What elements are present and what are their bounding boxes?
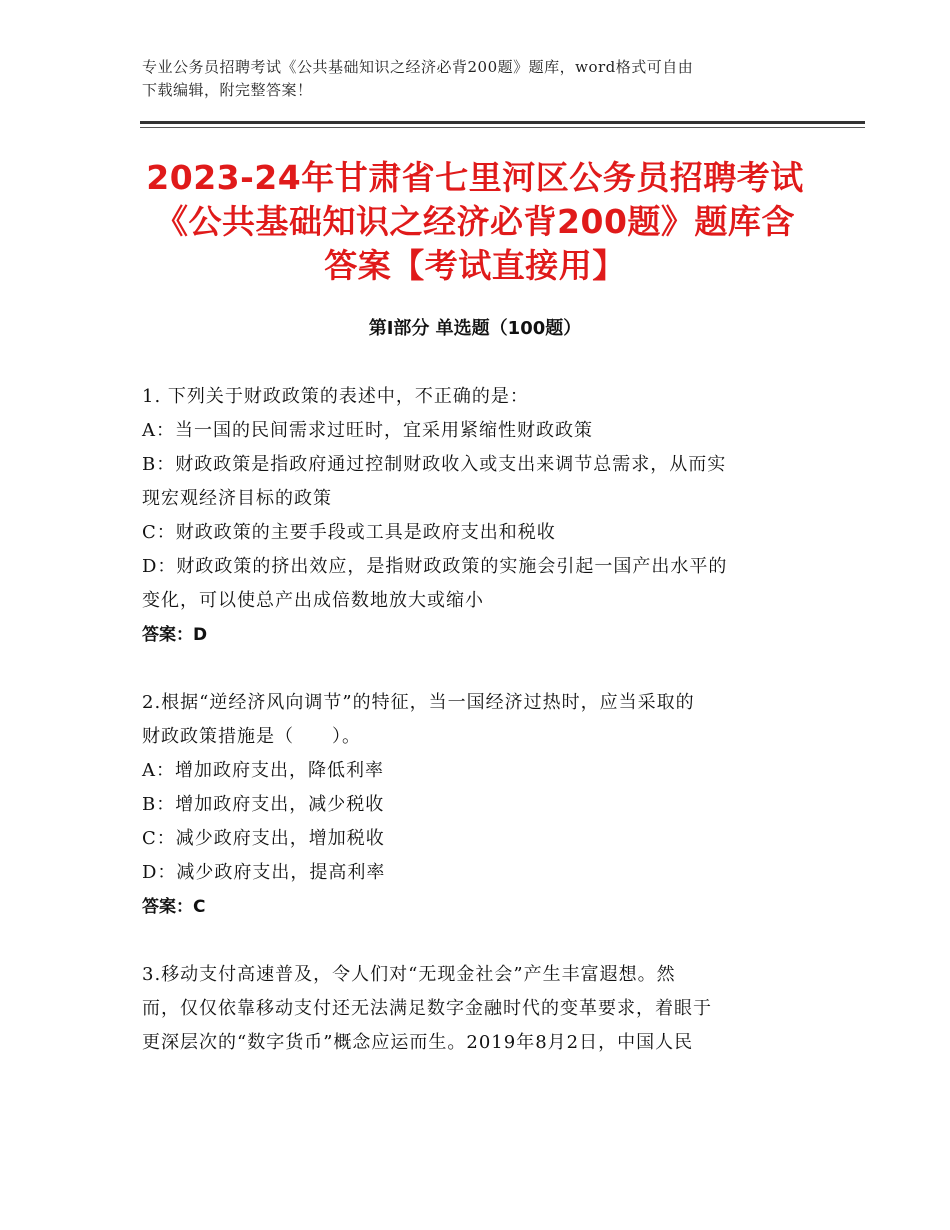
option-d: D：减少政府支出，提高利率: [142, 862, 386, 883]
document-title: [140, 156, 810, 288]
question-stem-continued: 财政政策措施是（ ）。: [142, 726, 361, 747]
answer-label: 答案：C: [142, 897, 206, 917]
question-stem: 3.移动支付高速普及，令人们对“无现金社会”产生丰富遐想。然: [142, 964, 676, 985]
question-3: [142, 958, 807, 1060]
header-divider-thin: [140, 127, 865, 128]
question-2: [142, 686, 807, 924]
title-line: 《公共基础知识之经济必背200题》题库含: [155, 202, 795, 241]
option-b-continued: 现宏观经济目标的政策: [142, 488, 332, 509]
answer-label: 答案：D: [142, 625, 208, 645]
title-line: 答案【考试直接用】: [324, 246, 626, 285]
section-heading: 第Ⅰ部分 单选题（100题）: [368, 318, 582, 339]
header-note-line: 下载编辑，附完整答案！: [142, 81, 313, 99]
option-c: C：财政政策的主要手段或工具是政府支出和税收: [142, 522, 556, 543]
question-stem: 2.根据“逆经济风向调节”的特征，当一国经济过热时，应当采取的: [142, 692, 695, 713]
header-divider-thick: [140, 121, 865, 124]
option-a: A：当一国的民间需求过旺时，宜采用紧缩性财政政策: [142, 420, 593, 441]
question-list: [142, 380, 807, 1094]
question-stem-continued: 更深层次的“数字货币”概念应运而生。2019年8月2日，中国人民: [142, 1032, 694, 1053]
option-d: D：财政政策的挤出效应，是指财政政策的实施会引起一国产出水平的: [142, 556, 728, 577]
header-note-line: 专业公务员招聘考试《公共基础知识之经济必背200题》题库，word格式可自由: [142, 58, 694, 76]
option-d-continued: 变化，可以使总产出成倍数地放大或缩小: [142, 590, 484, 611]
question-stem: 1. 下列关于财政政策的表述中，不正确的是：: [142, 386, 529, 407]
option-c: C：减少政府支出，增加税收: [142, 828, 385, 849]
header-note: [142, 56, 802, 102]
question-1: [142, 380, 807, 652]
option-a: A：增加政府支出，降低利率: [142, 760, 384, 781]
option-b: B：增加政府支出，减少税收: [142, 794, 385, 815]
option-b: B：财政政策是指政府通过控制财政收入或支出来调节总需求，从而实: [142, 454, 727, 475]
title-line: 2023-24年甘肃省七里河区公务员招聘考试: [146, 158, 804, 197]
question-stem-continued: 而，仅仅依靠移动支付还无法满足数字金融时代的变革要求，着眼于: [142, 998, 712, 1019]
